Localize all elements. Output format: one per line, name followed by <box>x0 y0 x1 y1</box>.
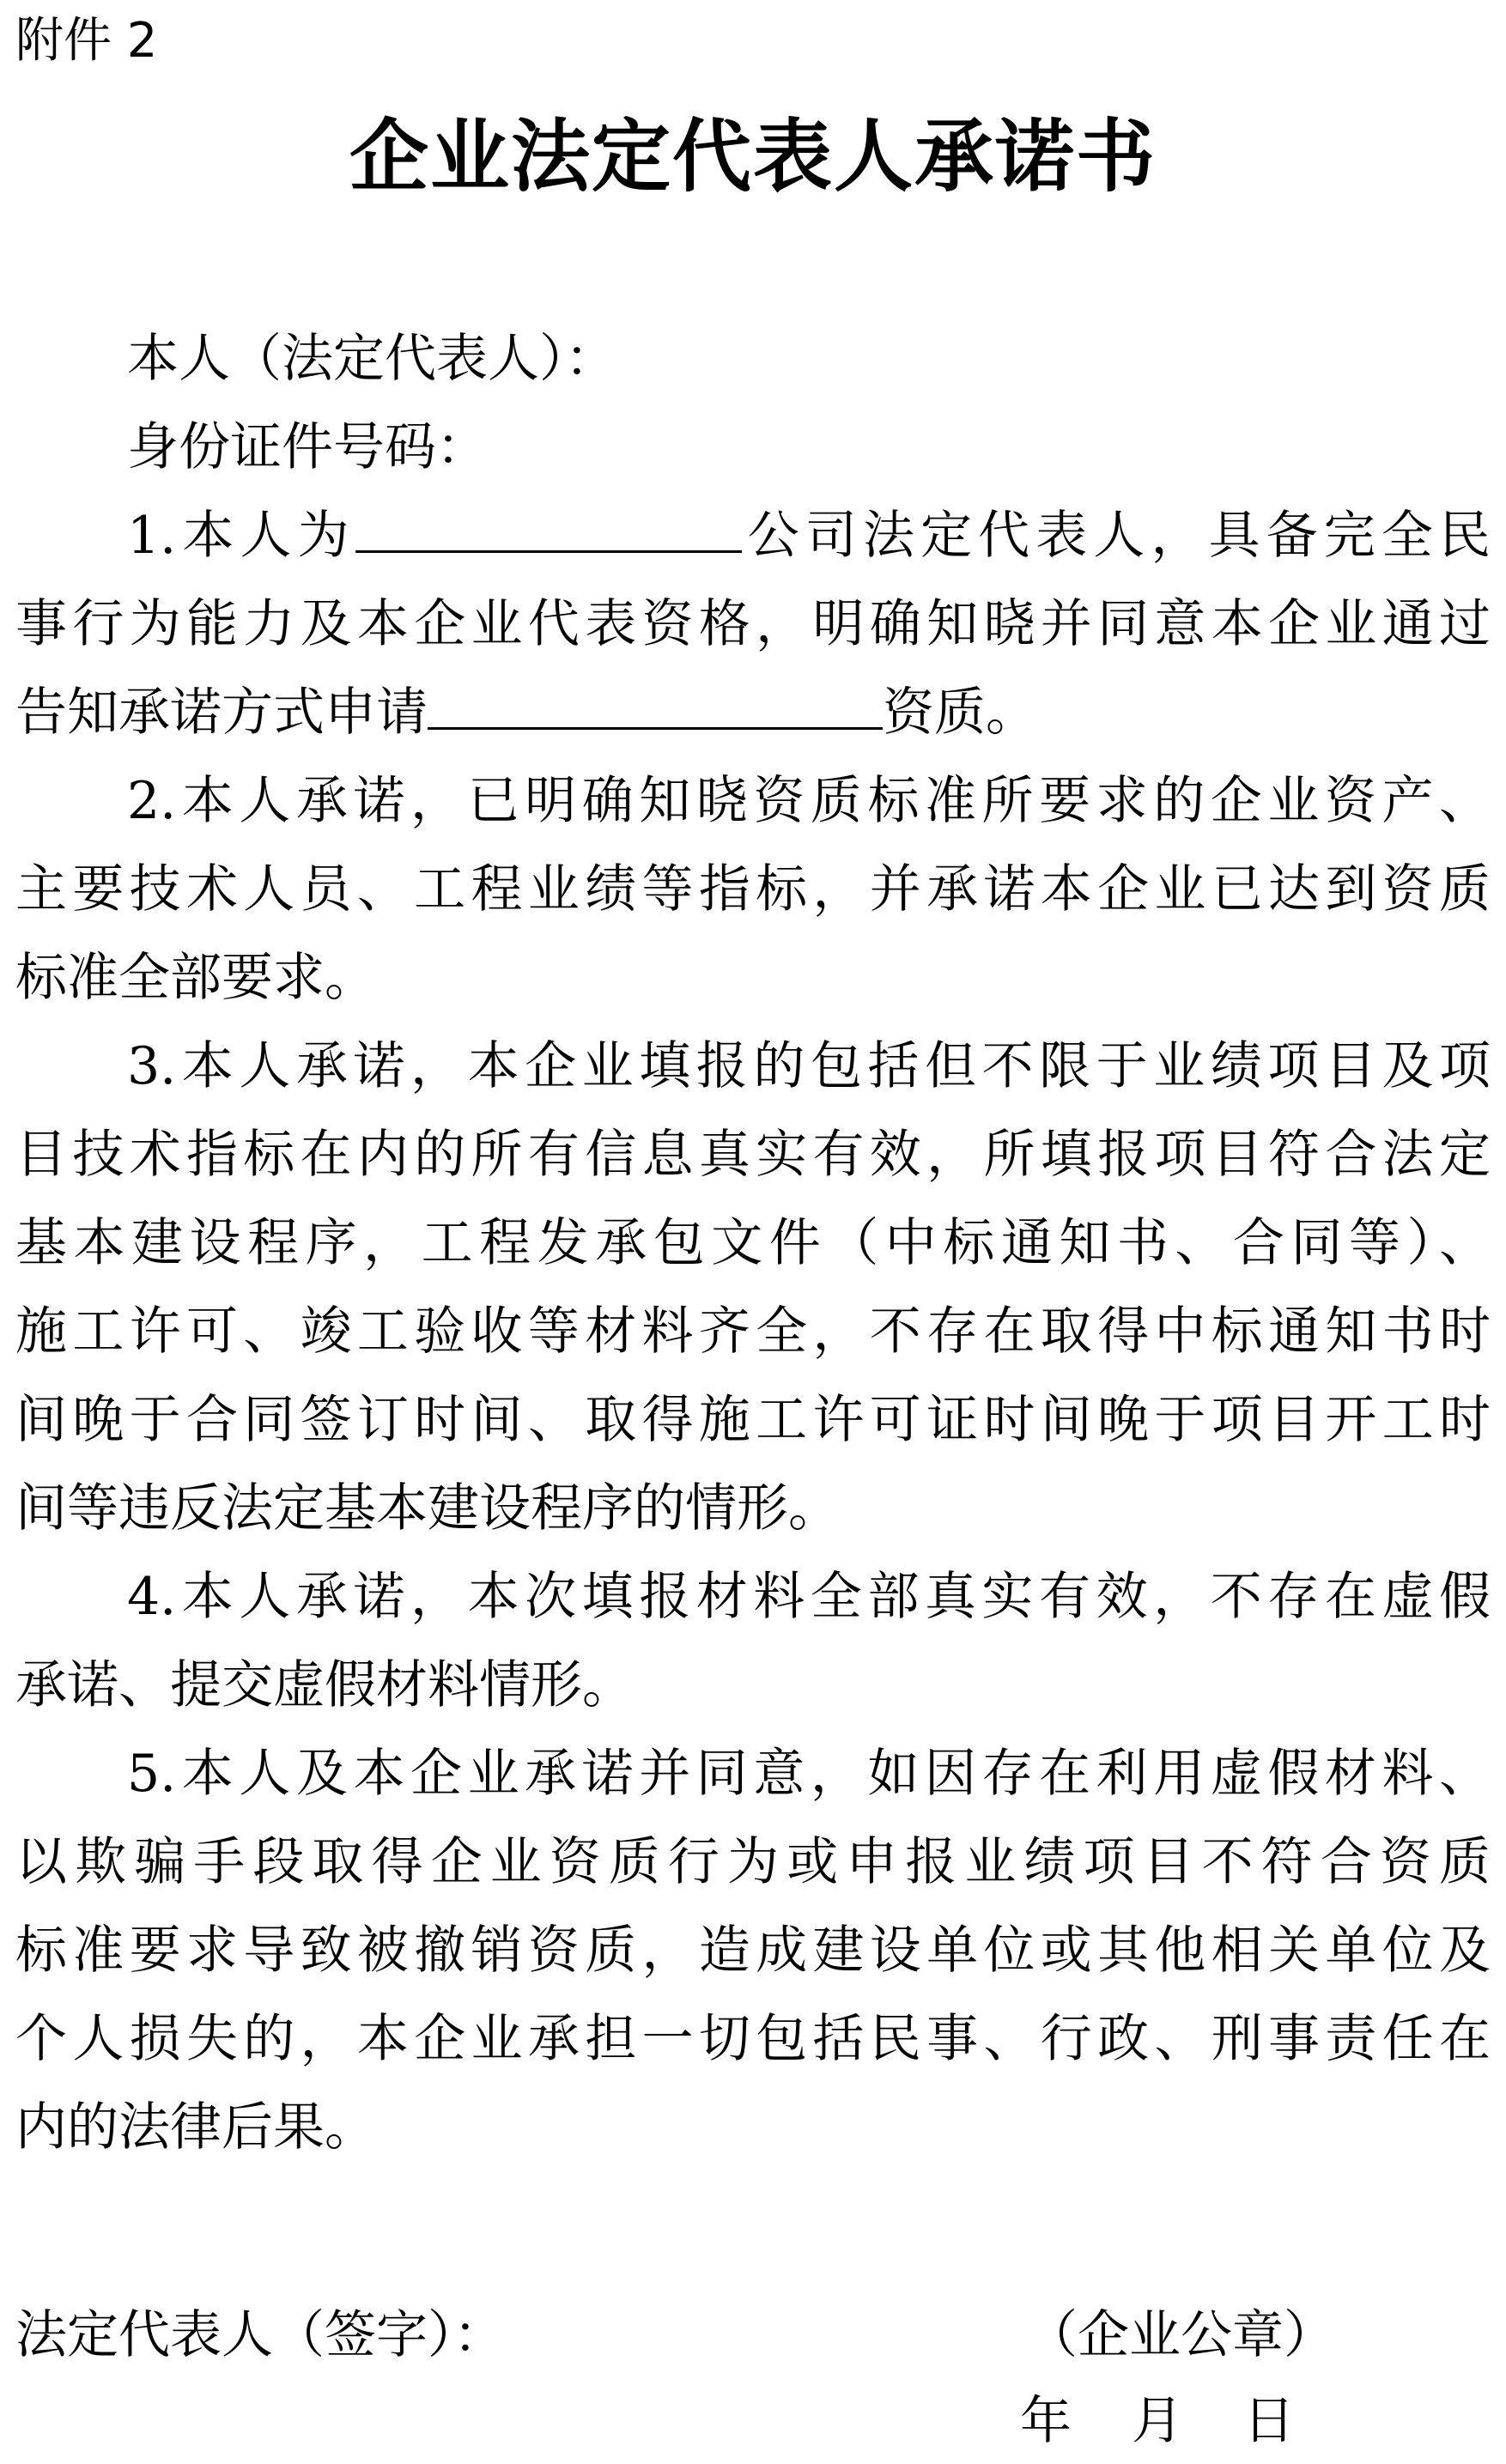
year-label: 年 <box>1020 2391 1072 2451</box>
clause-1-line <box>15 669 1491 757</box>
company-name-blank[interactable] <box>355 492 742 553</box>
attachment-label: 附件 2 <box>15 13 158 69</box>
clause-2-line: 2.本人承诺，已明确知晓资质标准所要求的企业资产、 <box>127 771 1491 831</box>
clause-1-text: 公司法定代表人，具备完全民 <box>741 506 1491 566</box>
clause-4-line: 4.本人承诺，本次填报材料全部真实有效，不存在虚假 <box>127 1567 1491 1627</box>
clause-3-line: 目技术指标在内的所有信息真实有效，所填报项目符合法定 <box>15 1125 1491 1185</box>
company-seal-label: （企业公章） <box>1026 2305 1335 2365</box>
document-title: 企业法定代表人承诺书 <box>349 111 1157 203</box>
clause-3-line: 基本建设程序，工程发承包文件（中标通知书、合同等）、 <box>15 1213 1491 1273</box>
clause-1-line <box>15 492 1491 580</box>
clause-4-line: 承诺、提交虚假材料情形。 <box>15 1655 634 1715</box>
clause-2-line: 主要技术人员、工程业绩等指标，并承诺本企业已达到资质 <box>15 859 1491 919</box>
day-label: 日 <box>1243 2391 1295 2451</box>
clause-5-line: 个人损失的，本企业承担一切包括民事、行政、刑事责任在 <box>15 2009 1491 2069</box>
clause-3-line: 施工许可、竣工验收等材料齐全，不存在取得中标通知书时 <box>15 1302 1491 1362</box>
id-number-line: 身份证件号码： <box>127 417 488 477</box>
clause-3-line: 间等违反法定基本建设程序的情形。 <box>15 1478 840 1538</box>
legal-rep-name-line: 本人（法定代表人）： <box>127 329 616 389</box>
clause-3-line: 间晚于合同签订时间、取得施工许可证时间晚于项目开工时 <box>15 1390 1491 1450</box>
month-label: 月 <box>1132 2391 1183 2451</box>
clause-1-text: 告知承诺方式申请 <box>15 683 428 743</box>
qualification-blank[interactable] <box>428 669 883 730</box>
date-line <box>1020 2378 1295 2464</box>
clause-2-line: 标准全部要求。 <box>15 948 376 1008</box>
clause-1-line: 事行为能力及本企业代表资格，明确知晓并同意本企业通过 <box>15 594 1491 654</box>
clause-5-line: 以欺骗手段取得企业资质行为或申报业绩项目不符合资质 <box>15 1832 1491 1892</box>
clause-1-text: 1.本人为 <box>127 506 355 566</box>
clause-3-line: 3.本人承诺，本企业填报的包括但不限于业绩项目及项 <box>127 1036 1491 1096</box>
clause-5-line: 5.本人及本企业承诺并同意，如因存在利用虚假材料、 <box>127 1744 1491 1804</box>
document-body <box>15 315 1491 2172</box>
clause-5-line: 标准要求导致被撤销资质，造成建设单位或其他相关单位及 <box>15 1921 1491 1981</box>
clause-1-text: 资质。 <box>883 683 1037 743</box>
clause-5-line: 内的法律后果。 <box>15 2097 376 2158</box>
signature-label: 法定代表人（签字）： <box>15 2305 505 2365</box>
